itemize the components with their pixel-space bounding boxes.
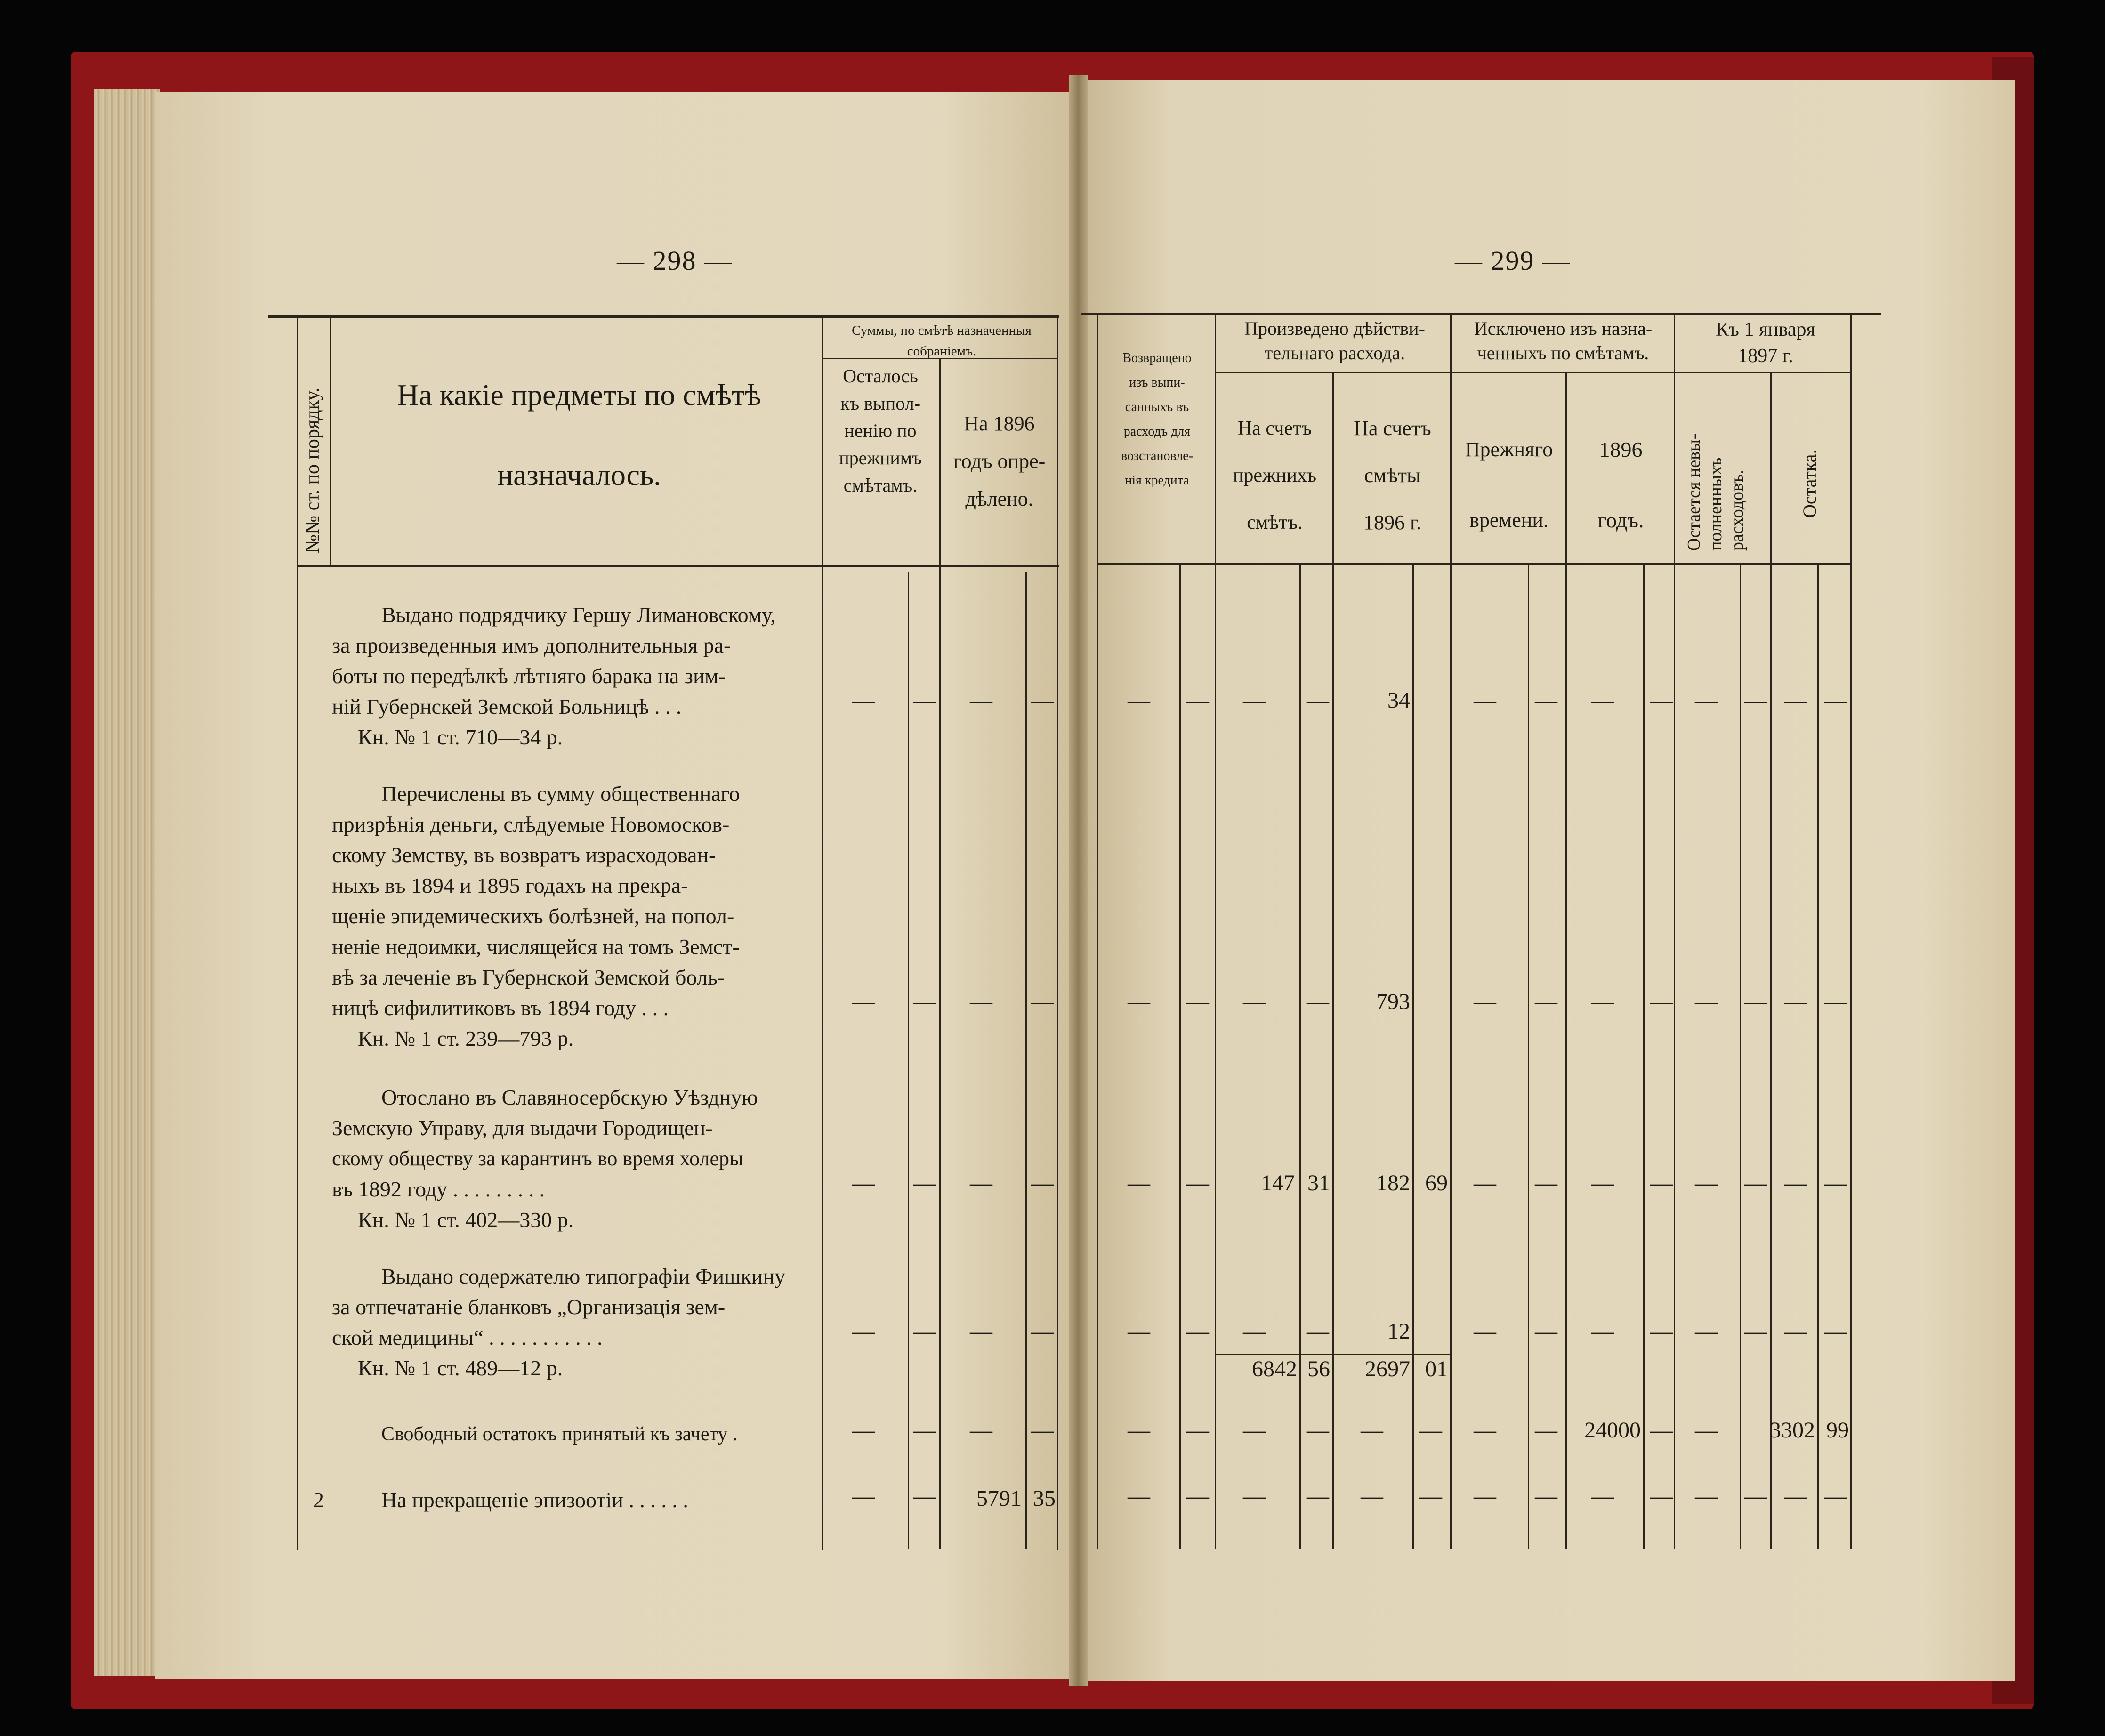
sub-1896y-l2: годъ.	[1597, 508, 1644, 532]
col-returned-l3: санныхъ въ	[1125, 400, 1189, 414]
col-returned-l4: расходъ для	[1123, 424, 1191, 439]
dash: —	[1535, 1484, 1557, 1509]
dash: —	[1031, 1418, 1054, 1443]
dash: —	[852, 1319, 875, 1344]
sub-unspent-header	[1683, 381, 1748, 551]
sub-1896-header	[942, 405, 1057, 518]
right-vline-4	[1565, 372, 1567, 1549]
dash: —	[1243, 1484, 1266, 1509]
dash: —	[1535, 688, 1557, 713]
book-gutter	[1069, 75, 1088, 1686]
left-vline-num	[297, 316, 298, 1550]
dash: —	[1031, 688, 1054, 713]
dash: —	[1031, 989, 1054, 1014]
col-returned-l2: изъ выпи-	[1129, 375, 1185, 390]
total-prev-kop: 56	[1307, 1357, 1330, 1381]
dash: —	[970, 688, 992, 713]
row4-1896-value: 12	[1387, 1319, 1410, 1344]
sub-balance-header: Остатка.	[1799, 449, 1820, 518]
row2-number: 2	[313, 1488, 324, 1512]
sub-1896a-l1: На счетъ	[1354, 417, 1431, 440]
dash: —	[1784, 688, 1807, 713]
dash: —	[1695, 1418, 1718, 1443]
dash: —	[1784, 1319, 1807, 1344]
total-rule	[1215, 1354, 1450, 1355]
sub-remaining-l4: прежнимъ	[839, 447, 922, 468]
left-vline-items	[330, 316, 331, 566]
dash: —	[1186, 1484, 1209, 1509]
sub-1896-l1: На 1896	[964, 412, 1035, 435]
dash: —	[1744, 688, 1767, 713]
row3-prev-rub: 147	[1261, 1171, 1295, 1195]
total-1896-rub: 2697	[1365, 1357, 1410, 1381]
dash: —	[1695, 1319, 1718, 1344]
sub-unspent-l2: полненныхъ	[1706, 457, 1726, 551]
sub-1896-l2: годъ опре-	[953, 450, 1046, 473]
dash: —	[1474, 1319, 1496, 1344]
dash: —	[1784, 1484, 1807, 1509]
dash: —	[970, 1319, 992, 1344]
left-vline-right	[1057, 316, 1058, 1550]
dash: —	[1361, 1418, 1383, 1443]
dash: —	[913, 688, 936, 713]
dash: —	[1650, 1418, 1673, 1443]
right-vline-0	[1097, 315, 1098, 1549]
right-vline-5	[1674, 315, 1675, 1549]
entry-line: Перечислены въ сумму общественнаго	[381, 782, 740, 806]
dash: —	[1650, 688, 1673, 713]
entry-line: Выдано подрядчику Гершу Лимановскому,	[381, 603, 776, 627]
dash: —	[1744, 1484, 1767, 1509]
dash: —	[1650, 1171, 1673, 1195]
dash: —	[970, 1418, 992, 1443]
dash: —	[1535, 1171, 1557, 1195]
dash: —	[1784, 989, 1807, 1014]
sub-1896-l3: дѣлено.	[965, 487, 1033, 510]
col-returned-l1: Возвращено	[1122, 351, 1192, 365]
right-kop-line	[1299, 565, 1301, 1549]
total-1896-kop: 01	[1425, 1357, 1448, 1381]
right-kop-line	[1412, 565, 1414, 1549]
dash: —	[1591, 1484, 1614, 1509]
entry-ref: Кн. № 1 ст. 239—793 р.	[358, 1026, 574, 1050]
entry-ref: Кн. № 1 ст. 710—34 р.	[358, 725, 563, 749]
entry-line: ской медицины“ . . . . . . . . . . .	[332, 1325, 603, 1349]
dash: —	[1784, 1171, 1807, 1195]
free-balance-kop: 99	[1826, 1418, 1849, 1443]
dash: —	[913, 1171, 936, 1195]
sub-prev-l2: прежнихъ	[1233, 465, 1317, 486]
dash: —	[1474, 1418, 1496, 1443]
row2-label: На прекращеніе эпизоотіи . . . . . .	[381, 1488, 688, 1512]
dash: —	[1307, 989, 1329, 1014]
dash: —	[1128, 1319, 1150, 1344]
dash: —	[1824, 989, 1847, 1014]
row3-1896-kop: 69	[1425, 1171, 1448, 1195]
dash: —	[1307, 688, 1329, 713]
dash: —	[1474, 688, 1496, 713]
sub-prev-l1: На счетъ	[1237, 418, 1312, 439]
dash: —	[1128, 1171, 1150, 1195]
dash: —	[1307, 1418, 1329, 1443]
dash: —	[1419, 1484, 1442, 1509]
dash: —	[1307, 1319, 1329, 1344]
sub-prevtime-l2: времени.	[1469, 509, 1549, 532]
sub-remaining-l3: ненію по	[844, 420, 917, 441]
sub-1896y-l1: 1896	[1599, 437, 1643, 461]
col-returned-l5: возстановле-	[1121, 449, 1194, 463]
dash: —	[1419, 1418, 1442, 1443]
dash: —	[1186, 989, 1209, 1014]
entry-line: скому обществу за карантинъ во время холеры	[332, 1147, 743, 1170]
dash: —	[1535, 1418, 1557, 1443]
entry-line: Отослано въ Славяносербскую Уѣздную	[381, 1085, 758, 1109]
entry-line: ницѣ сифилитиковъ въ 1894 году . . .	[332, 996, 669, 1020]
left-vline-kop1	[908, 572, 909, 1549]
dash: —	[1307, 1484, 1329, 1509]
sub-remaining-header	[824, 363, 937, 499]
row2-value-rub: 5791	[976, 1486, 1022, 1511]
dash: —	[970, 1171, 992, 1195]
left-vline-kop2	[1025, 572, 1027, 1549]
dash: —	[1128, 1484, 1150, 1509]
group-excluded-header: Исключено изъ назна- ченныхъ по смѣтамъ.	[1474, 318, 1653, 363]
entry-line: Земскую Управу, для выдачи Городищен-	[332, 1116, 713, 1140]
sub-prevtime-l1: Прежняго	[1465, 438, 1553, 461]
sub-remaining-l1: Осталось	[843, 365, 918, 387]
dash: —	[1474, 1171, 1496, 1195]
dash: —	[1591, 1171, 1614, 1195]
dash: —	[913, 1484, 936, 1509]
col-number-header: №№ ст. по порядку.	[302, 388, 323, 553]
dash: —	[852, 1418, 875, 1443]
dash: —	[1128, 688, 1150, 713]
sub-1896a-l3: 1896 г.	[1363, 511, 1422, 534]
dash: —	[1474, 1484, 1496, 1509]
free-excluded-1896: 24000	[1584, 1418, 1641, 1443]
col-returned-l6: нія кредита	[1125, 473, 1189, 488]
dash: —	[1243, 989, 1266, 1014]
dash: —	[1186, 1171, 1209, 1195]
dash: —	[1650, 1484, 1673, 1509]
dash: —	[1695, 1484, 1718, 1509]
sub-remaining-l5: смѣтамъ.	[843, 475, 918, 496]
dash: —	[852, 1171, 875, 1195]
right-kop-line	[1179, 565, 1181, 1549]
entry-line: скому Земству, въ возвратъ израсходован-	[332, 843, 716, 867]
dash: —	[913, 989, 936, 1014]
sub-1896a-l2: смѣты	[1364, 464, 1421, 487]
dash: —	[852, 688, 875, 713]
dash: —	[1474, 989, 1496, 1014]
left-vline-amounts	[822, 316, 823, 1550]
sub-prev-header	[1217, 405, 1332, 546]
col-returned-header	[1099, 346, 1215, 493]
dash: —	[1650, 989, 1673, 1014]
dash: —	[1824, 1319, 1847, 1344]
right-group-rule	[1215, 372, 1850, 373]
page-number-right: — 299 —	[1455, 245, 1571, 276]
dash: —	[1243, 688, 1266, 713]
sub-unspent-l1: Остается невы-	[1684, 433, 1704, 551]
left-top-rule	[268, 315, 1059, 318]
dash: —	[1535, 1319, 1557, 1344]
dash: —	[1243, 1418, 1266, 1443]
dash: —	[1695, 688, 1718, 713]
dash: —	[852, 1484, 875, 1509]
dash: —	[1591, 1319, 1614, 1344]
col-items-header-line1: На какіе предметы по смѣтѣ	[397, 378, 761, 412]
right-kop-line	[1817, 565, 1819, 1549]
dash: —	[913, 1319, 936, 1344]
right-vline-3	[1450, 315, 1452, 1549]
entry-line: въ 1892 году . . . . . . . . .	[332, 1177, 545, 1201]
total-prev-rub: 6842	[1252, 1357, 1297, 1381]
dash: —	[1744, 989, 1767, 1014]
dash: —	[1824, 688, 1847, 713]
dash: —	[1695, 989, 1718, 1014]
dash: —	[1186, 1319, 1209, 1344]
sub-unspent-l3: расходовъ.	[1727, 469, 1747, 551]
right-kop-line	[1643, 565, 1645, 1549]
entry-line: Выдано содержателю типографіи Фишкину	[381, 1264, 786, 1288]
sub-1896-year-header	[1568, 414, 1674, 556]
right-header-rule	[1097, 563, 1850, 565]
entry-line: неніе недоимки, числящейся на томъ Земст-	[332, 935, 740, 959]
row1-1896-value: 34	[1387, 688, 1410, 713]
row3-1896-rub: 182	[1376, 1171, 1410, 1195]
right-kop-line	[1528, 565, 1529, 1549]
sub-remaining-l2: къ выпол-	[840, 393, 921, 414]
dash: —	[970, 989, 992, 1014]
dash: —	[913, 1418, 936, 1443]
right-vline-7	[1850, 315, 1852, 1549]
group-assigned-header: Суммы, по смѣтѣ назначенныя собраніемъ.	[852, 323, 1032, 359]
dash: —	[1591, 688, 1614, 713]
dash: —	[1824, 1484, 1847, 1509]
dash: —	[1744, 1319, 1767, 1344]
entry-line: за произведенныя имъ дополнительныя ра-	[332, 633, 731, 657]
sub-1896-actual-header	[1335, 405, 1450, 546]
right-kop-line	[1740, 565, 1741, 1549]
entry-ref: Кн. № 1 ст. 489—12 р.	[358, 1356, 563, 1380]
col-items-header-line2: назначалось.	[497, 458, 661, 492]
dash: —	[1186, 688, 1209, 713]
group-actual-header: Произведено дѣйстви- тельнаго расхода.	[1244, 318, 1425, 363]
group-jan-header: Къ 1 января 1897 г.	[1716, 319, 1815, 367]
dash: —	[1128, 989, 1150, 1014]
dash: —	[1591, 989, 1614, 1014]
dash: —	[1031, 1319, 1054, 1344]
page-edges-left	[94, 89, 160, 1676]
dash: —	[1361, 1484, 1383, 1509]
entry-line: призрѣнія деньги, слѣдуемые Новомосков-	[332, 812, 730, 836]
dash: —	[1535, 989, 1557, 1014]
entry-line: за отпечатаніе бланковъ „Организація зем-	[332, 1295, 726, 1319]
dash: —	[1744, 1171, 1767, 1195]
dash: —	[1650, 1319, 1673, 1344]
dash: —	[1824, 1171, 1847, 1195]
right-top-rule	[1081, 313, 1881, 315]
free-balance-rub: 3302	[1770, 1418, 1815, 1443]
entry-line: щеніе эпидемическихъ болѣзней, на попол-	[332, 904, 734, 928]
left-header-rule	[297, 565, 1059, 567]
entry-ref: Кн. № 1 ст. 402—330 р.	[358, 1208, 574, 1232]
sub-prev-time-header	[1452, 414, 1565, 556]
row2-value-kop: 35	[1033, 1486, 1056, 1511]
sub-prev-l3: смѣтъ.	[1247, 512, 1303, 533]
dash: —	[1695, 1171, 1718, 1195]
right-vline-6	[1770, 372, 1772, 1549]
dash: —	[1243, 1319, 1266, 1344]
row2-1896-value: 793	[1376, 989, 1410, 1014]
dash: —	[1128, 1418, 1150, 1443]
free-balance-label: Свободный остатокъ принятый къ зачету .	[381, 1423, 738, 1445]
entry-line: боты по передѣлкѣ лѣтняго барака на зим-	[332, 664, 726, 688]
dash: —	[1186, 1418, 1209, 1443]
entry-line: ній Губернскей Земской Больницѣ . . .	[332, 694, 682, 719]
page-number-left: — 298 —	[617, 245, 733, 276]
row3-prev-kop: 31	[1307, 1171, 1330, 1195]
dash: —	[852, 989, 875, 1014]
entry-line: ныхъ въ 1894 и 1895 годахъ на прекра-	[332, 873, 688, 897]
dash: —	[1031, 1171, 1054, 1195]
left-vline-mid	[939, 358, 941, 1549]
entry-line: вѣ за леченіе въ Губернской Земской боль-	[332, 965, 725, 989]
